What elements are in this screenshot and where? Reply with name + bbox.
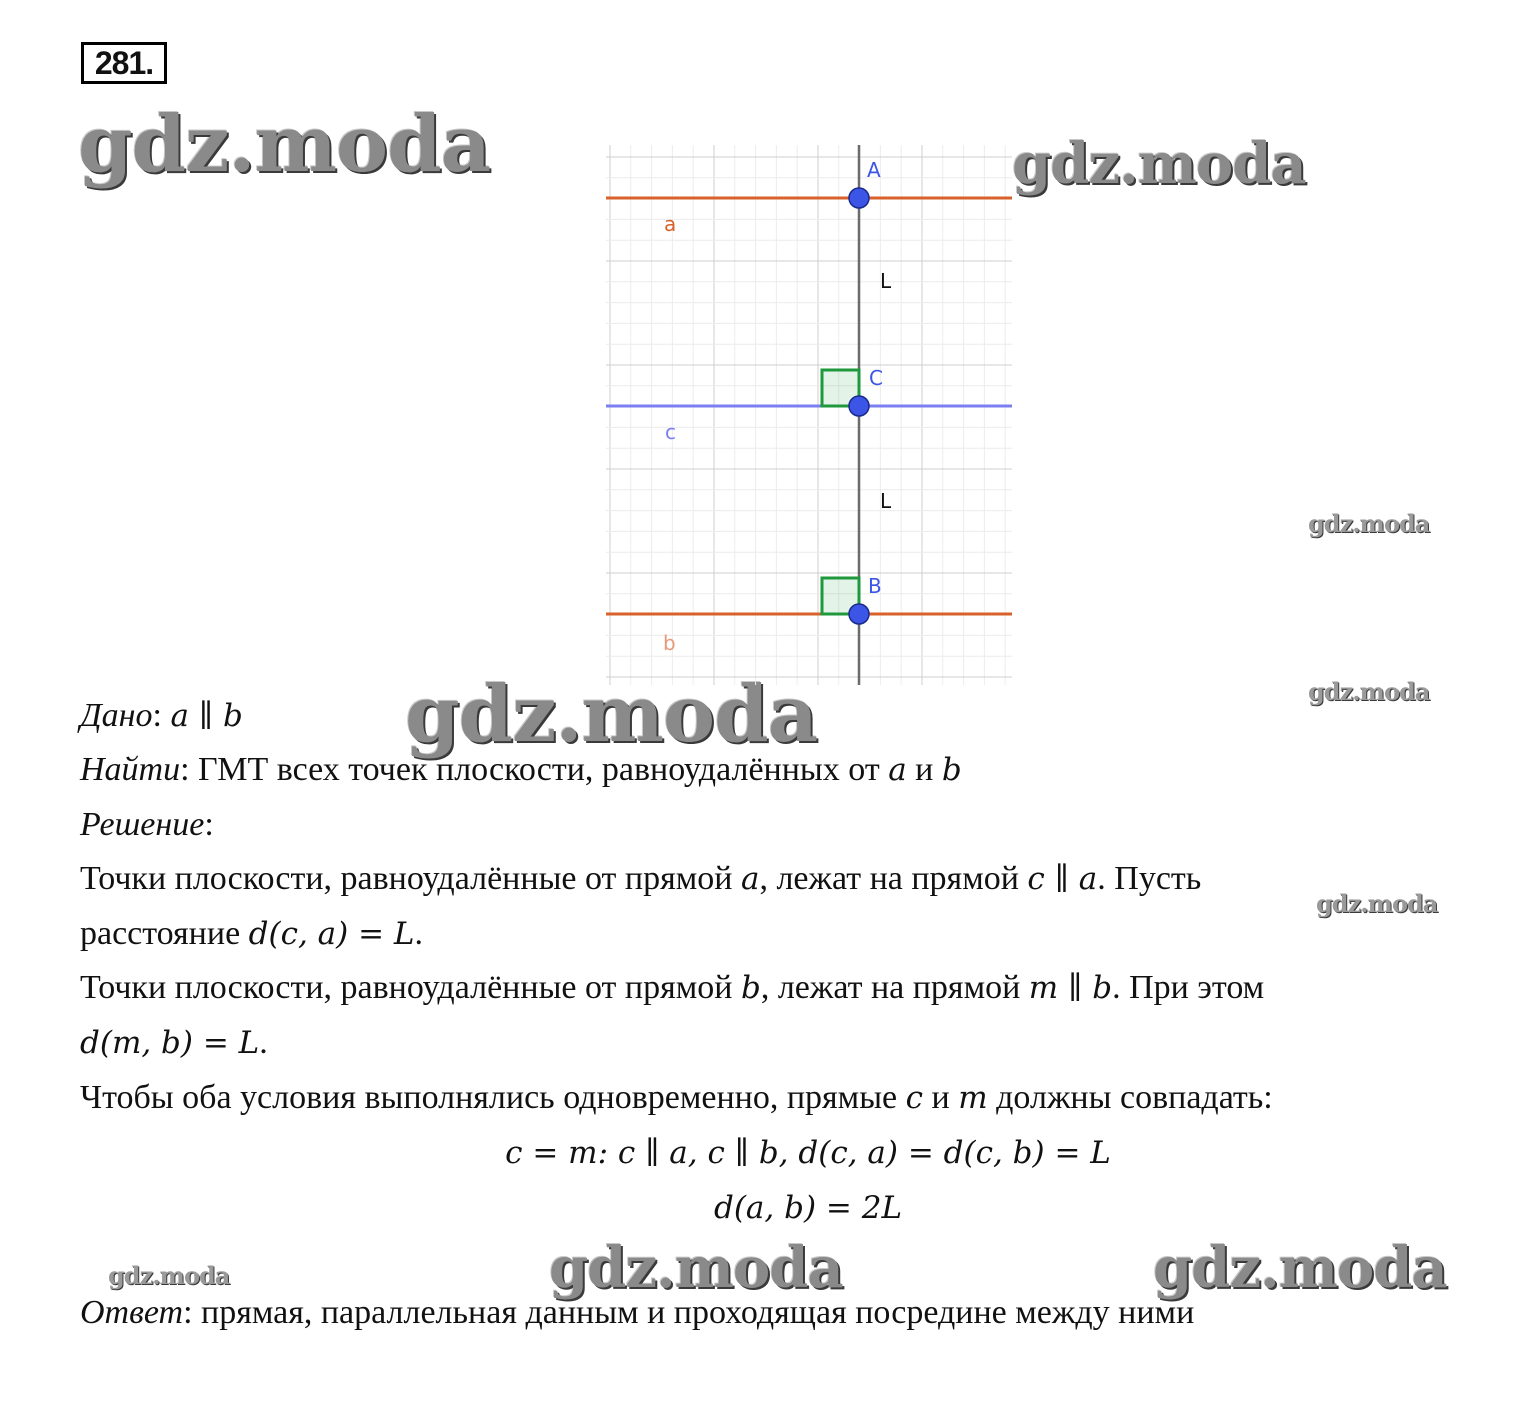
point-c <box>849 396 869 416</box>
equation-2 <box>0 1186 1532 1230</box>
find-text: : ГМТ всех точек плоскости, равноудалённых от <box>180 751 889 788</box>
segment-label-top: L <box>880 269 892 293</box>
answer-line <box>80 1291 1194 1335</box>
point-b-label: B <box>868 574 882 598</box>
paragraph-4 <box>80 1021 268 1065</box>
segment-label-bottom: L <box>880 489 892 513</box>
p4-text: . <box>259 1024 268 1061</box>
p3-text: Точки плоскости, равноудалённые от прямой <box>80 969 741 1006</box>
p1-expression: c ∥ a <box>1027 861 1098 897</box>
p5-and: и <box>923 1079 959 1116</box>
problem-number: 281. <box>81 42 167 84</box>
equation-2-expression: d(a, b) = 2L <box>713 1190 903 1226</box>
p3-var: b <box>740 970 761 1006</box>
geometry-figure <box>600 145 1020 690</box>
p4-expression: d(m, b) = L <box>80 1025 260 1061</box>
p2-text-2: . <box>414 915 424 952</box>
watermark-logo: gdz.moda <box>1153 1235 1447 1301</box>
find-line <box>80 748 962 792</box>
p1-text: Точки плоскости, равноудалённые от прямой <box>80 860 741 897</box>
watermark-logo: gdz.moda <box>1308 509 1430 538</box>
line-c-label: c <box>665 420 676 444</box>
p1-var: a <box>740 861 760 897</box>
p3-text-3: . При этом <box>1112 969 1265 1006</box>
paragraph-2 <box>80 912 423 956</box>
p5-text: Чтобы оба условия выполнялись одновременно, прямые <box>80 1079 906 1116</box>
p5-var-c: c <box>905 1080 924 1116</box>
watermark-logo: gdz.moda <box>108 1261 230 1290</box>
paragraph-5 <box>80 1076 1273 1120</box>
watermark-logo: gdz.moda <box>1316 889 1438 918</box>
find-and: и <box>906 751 942 788</box>
equation-1-expression: c = m: c ∥ a, c ∥ b, d(c, a) = d(c, b) = L <box>505 1135 1111 1171</box>
p5-var-m: m <box>958 1080 988 1116</box>
given-sep: : <box>152 697 171 734</box>
point-a <box>849 188 869 208</box>
find-var-b: b <box>941 752 962 788</box>
given-label: Дано <box>80 697 153 734</box>
watermark-logo: gdz.moda <box>1308 677 1430 706</box>
line-a-label: a <box>664 212 677 236</box>
paragraph-1 <box>80 857 1201 901</box>
watermark-logo: gdz.moda <box>405 669 818 760</box>
point-b <box>849 604 869 624</box>
given-line <box>80 694 243 738</box>
p2-text: расстояние <box>80 915 249 952</box>
p5-text-2: должны совпадать: <box>987 1079 1273 1116</box>
paragraph-3 <box>80 966 1264 1010</box>
p2-expression: d(c, a) = L <box>248 916 415 952</box>
watermark-logo: gdz.moda <box>549 1235 843 1301</box>
p1-text-3: . Пусть <box>1097 860 1202 897</box>
point-a-label: A <box>867 158 881 182</box>
p1-text-2: , лежат на прямой <box>759 860 1028 897</box>
given-expression: a ∥ b <box>170 698 243 734</box>
solution-heading <box>80 803 214 847</box>
p3-expression: m ∥ b <box>1028 970 1113 1006</box>
answer-text: : прямая, параллельная данным и проходящая посредине между ними <box>183 1294 1195 1331</box>
p3-text-2: , лежат на прямой <box>760 969 1029 1006</box>
solution-label: Решение <box>80 806 205 843</box>
point-c-label: C <box>869 366 883 390</box>
watermark-logo: gdz.moda <box>1012 131 1306 197</box>
find-label: Найти <box>80 751 181 788</box>
find-var-a: a <box>888 752 907 788</box>
line-b-label: b <box>663 631 676 655</box>
equation-1 <box>0 1131 1532 1175</box>
answer-label: Ответ <box>80 1294 184 1331</box>
watermark-logo: gdz.moda <box>78 99 491 190</box>
solution-colon: : <box>204 806 214 843</box>
